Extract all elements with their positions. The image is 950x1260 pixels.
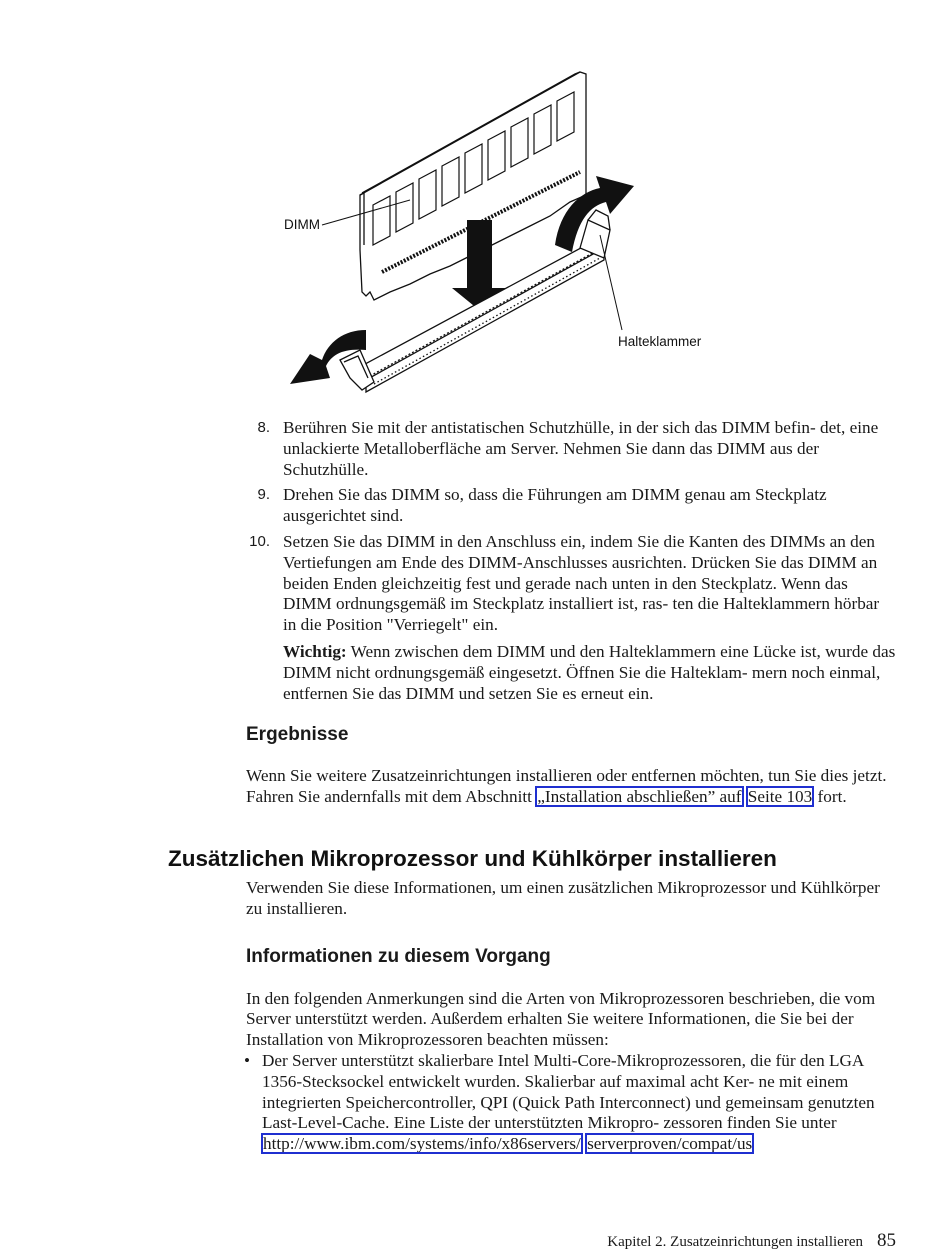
results-heading: Ergebnisse	[246, 724, 349, 746]
page-103-link[interactable]: Seite 103	[747, 787, 813, 807]
serverproven-link-part2[interactable]: serverproven/compat/us	[587, 1134, 753, 1154]
serverproven-link-part1[interactable]: http://www.ibm.com/systems/info/x86servers/	[263, 1134, 581, 1154]
step-number: 10.	[249, 532, 270, 550]
step-number: 9.	[257, 486, 270, 504]
results-text-end: fort.	[813, 787, 847, 807]
list-item	[244, 1051, 896, 1155]
step-item	[246, 485, 896, 527]
retaining-clip-label: Halteklammer	[618, 334, 702, 349]
section-title: Zusätzlichen Mikroprozessor und Kühlkörper installieren	[168, 846, 777, 871]
dimm-installation-figure	[270, 60, 720, 420]
bullet-icon: •	[244, 1050, 251, 1070]
step-number: 8.	[257, 419, 270, 436]
step-item	[246, 532, 896, 704]
installation-steps	[246, 418, 896, 808]
results-paragraph	[246, 766, 896, 808]
chapter-title: Kapitel 2. Zusatzeinrichtungen installieren	[607, 1234, 863, 1250]
step-text: Berühren Sie mit der antistatischen Schutzhülle, in der sich das DIMM befin- det, eine unlackierte Metalloberfläche am Server. Nehmen Sie dann das DIMM aus der Schutzhülle.	[283, 418, 879, 479]
step-text: Setzen Sie das DIMM in den Anschluss ein, indem Sie die Kanten des DIMMs an den Vertiefungen am Ende des DIMM-Anschlusses ausrichten. Drücken Sie das DIMM an beiden Enden gleichzeitig fest und gerade nach unten in den Steckplatz. Wenn das DIMM ordnungsgemäß im Steckplatz installiert ist, ras- ten die Halteklammern hörbar in die Position "Verriegelt" ein.	[283, 531, 880, 635]
note-text: Wenn zwischen dem DIMM und den Halteklammern eine Lücke ist, wurde das DIMM nicht ordnungsgemäß eingesetzt. Öffnen Sie die Halteklam- mern noch einmal, entfernen Sie das DIMM und setzen Sie es erneut ein.	[283, 641, 896, 703]
info-heading: Informationen zu diesem Vorgang	[246, 945, 551, 967]
dimm-label: DIMM	[284, 217, 320, 232]
installation-complete-link[interactable]: „Installation abschließen” auf	[537, 787, 742, 807]
important-note	[283, 642, 896, 704]
dimm-illustration	[270, 60, 720, 420]
processor-section	[246, 878, 896, 1155]
step-item	[246, 418, 896, 480]
section-intro: Verwenden Sie diese Informationen, um einen zusätzlichen Mikroprozessor und Kühlkörper zu installieren.	[246, 878, 880, 918]
info-paragraph: In den folgenden Anmerkungen sind die Arten von Mikroprozessoren beschrieben, die vom Server unterstützt werden. Außerdem erhalten Sie weitere Informationen, die Sie bei der Installation von Mikroprozessoren beachten müssen:	[246, 988, 876, 1050]
note-label: Wichtig:	[283, 641, 347, 661]
bullet-text: Der Server unterstützt skalierbare Intel Multi-Core-Mikroprozessoren, die für den LGA 1356-Stecksockel entwickelt wurden. Skalierbar auf maximal acht Ker- ne mit einem integrierten Speichercontroller, QPI (Quick Path Interconnect) und gemeinsam genutzten Last-Level-Cache. Eine Liste der unterstützten Mikropro- zessoren finden Sie unter	[262, 1050, 875, 1133]
step-text: Drehen Sie das DIMM so, dass die Führungen am DIMM genau am Steckplatz ausgerichtet sind.	[283, 485, 827, 526]
results-text: Wenn Sie weitere Zusatzeinrichtungen installieren oder entfernen möchten, tun Sie dies jetzt. Fahren Sie andernfalls mit dem Abschnitt	[246, 766, 887, 807]
page-footer	[607, 1230, 896, 1252]
page-number: 85	[877, 1230, 896, 1251]
